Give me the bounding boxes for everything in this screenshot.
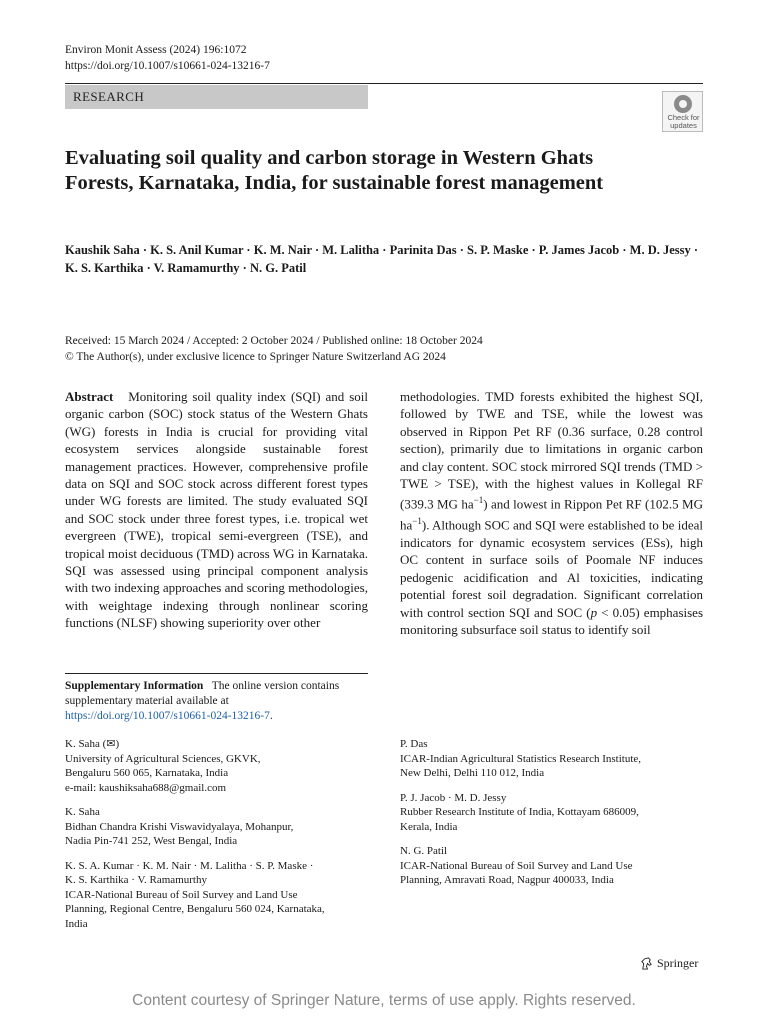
affiliation-block: P. Das ICAR-Indian Agricultural Statistics Research Institute, New Delhi, Delhi 110 012, India [400, 738, 642, 779]
author-list: Kaushik Saha · K. S. Anil Kumar · K. M. Nair · M. Lalitha · Parinita Das · S. P. Maske · P. James Jacob · M. D. Jessy · K. S. Karthika · V. Ramamurthy · N. G. Patil [65, 243, 699, 275]
supplementary-rule [65, 673, 368, 674]
affiliation-block: N. G. Patil ICAR-National Bureau of Soil Survey and Land Use Planning, Amravati Road, Nagpur 400033, India [400, 845, 633, 886]
abstract-text-left: Monitoring soil quality index (SQI) and soil organic carbon (SOC) stock status of the Western Ghats (WG) forests in India is crucial for providing vital ecosystem services alongside sustainable forest management practices. However, comprehensive profile data on SQI and SOC stock across different forest types under WG forests are limited. The study evaluated SQI and SOC stock under three forest types, i.e. tropical wet evergreen (TWE), tropical semi-evergreen (TSE), and tropical moist deciduous (TMD) across WG in Karnataka. SQI was assessed using principal component analysis with two indexing approaches and scoring methodologies, with weightage indexing through nonlinear scoring functions (NLSF) showing superiority over other [65, 389, 369, 631]
publisher-logo [640, 956, 698, 971]
publication-dates [65, 334, 705, 365]
publication-history: Received: 15 March 2024 / Accepted: 2 October 2024 / Published online: 18 October 2024 [65, 335, 483, 347]
publisher-name: Springer [657, 956, 699, 970]
check-for-updates-badge[interactable] [662, 91, 703, 132]
supplementary-heading: Supplementary Information [65, 680, 204, 692]
article-type-badge [65, 85, 368, 109]
p-value-symbol: p [590, 604, 598, 620]
affiliation-block: K. S. A. Kumar · K. M. Nair · M. Lalitha · S. P. Maske · K. S. Karthika · V. Ramamurthy ICAR-National Bureau of Soil Survey and Land Use Planning, Regional Centre, Bengaluru 560 024, Karnataka, India [65, 859, 325, 930]
abstract-right-column [400, 388, 703, 638]
copyright-footer: Content courtesy of Springer Nature, terms of use apply. Rights reserved. [132, 992, 636, 1009]
springer-horse-icon [640, 957, 653, 970]
abstract-heading: Abstract [65, 389, 114, 404]
unit-superscript: −1 [473, 495, 484, 506]
copyright-notice: © The Author(s), under exclusive licence to Springer Nature Switzerland AG 2024 [65, 350, 446, 363]
article-type-label: RESEARCH [73, 89, 145, 104]
affiliation-block: P. J. Jacob · M. D. Jessy Rubber Research Institute of India, Kottayam 686009, Kerala, India [400, 791, 639, 833]
header-rule [65, 83, 703, 84]
journal-doi[interactable]: https://doi.org/10.1007/s10661-024-13216-7 [65, 59, 270, 72]
article-title: Evaluating soil quality and carbon storage in Western Ghats Forests, Karnataka, India, for sustainable forest management [65, 147, 604, 194]
supplementary-end: . [269, 710, 273, 722]
supplementary-information [65, 679, 355, 724]
abstract-text-right-4: < 0.05) emphasises monitoring subsurface soil status to identify soil [400, 604, 704, 637]
journal-citation: Environ Monit Assess (2024) 196:1072 [65, 44, 247, 56]
check-updates-label: Check for updates [667, 113, 700, 130]
abstract-text-right-2: ) and lowest in Rippon Pet RF (102.5 MG ha [400, 496, 703, 533]
affiliations-left [65, 737, 365, 941]
abstract-text-right-3: ). Although SOC and SQI were established to be ideal indicators for dynamic ecosystem services (ESs), high OC content in surface soils of Poomale NF induces pedogenic acidification and Al toxicities, indicating potential forest soil degradation. Significant correlation with control section SQI and SOC ( [400, 517, 703, 620]
affiliation-block: K. Saha (✉) University of Agricultural Sciences, GKVK, Bengaluru 560 065, Karnataka, India e-mail: kaushiksaha688@gmail.com [65, 738, 261, 794]
check-updates-icon [674, 95, 692, 113]
affiliations-right [400, 737, 700, 898]
supplementary-link[interactable]: https://doi.org/10.1007/s10661-024-13216-7 [65, 710, 270, 722]
unit-superscript: −1 [412, 516, 422, 527]
supplementary-text: The online version contains supplementary material available at [65, 680, 340, 707]
affiliation-block: K. Saha Bidhan Chandra Krishi Viswavidyalaya, Mohanpur, Nadia Pin-741 252, West Bengal, India [65, 806, 294, 847]
abstract-left-column [65, 388, 368, 632]
abstract-text-right-1: methodologies. TMD forests exhibited the highest SQI, followed by TWE and TSE, while the lowest was observed in Rippon Pet RF (0.36 surface, 0.28 control section), primarily due to limitations in organic carbon and clay content. SOC stock mirrored SQI trends (TMD > TWE > TSE), with the highest values in Kollegal RF (339.3 MG ha [400, 389, 703, 512]
journal-header [65, 43, 270, 74]
